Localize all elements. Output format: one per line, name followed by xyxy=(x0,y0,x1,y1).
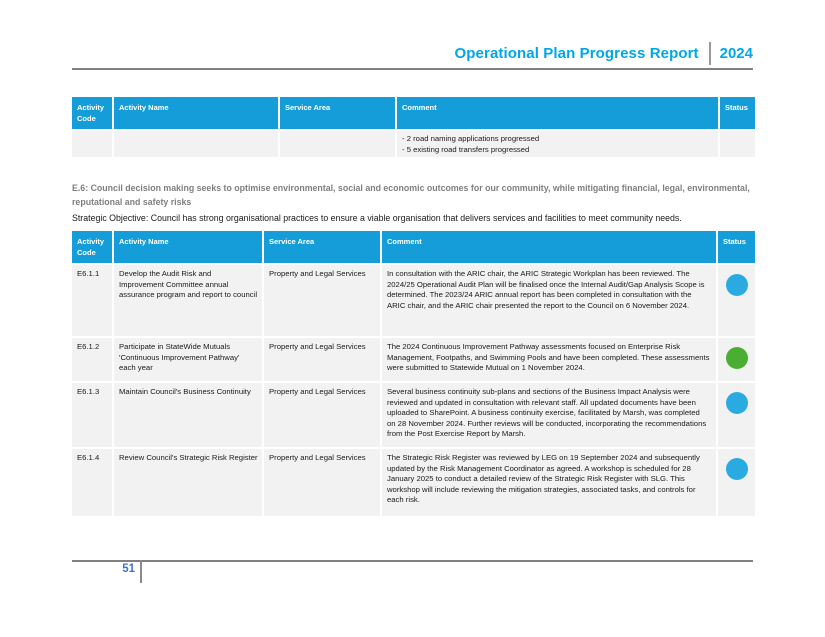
activity-code-cell: E6.1.2 xyxy=(77,342,100,351)
document-year: 2024 xyxy=(719,45,753,62)
comment-cell: In consultation with the ARIC chair, the ARIC Strategic Workplan has been reviewed. The 2024/25 Operational Audit Plan will be finalised once the Internal Audit/Gap Analysis Scope is determined. The 2023/24 ARIC annual report has been completed in consultation with the ARIC chair, and the ARIC chair presented the report to the Council on 6 November 2024. xyxy=(380,265,716,336)
page-number-divider xyxy=(140,560,142,583)
comment-line: - 2 road naming applications progressed xyxy=(402,134,540,143)
comment-cell: The Strategic Risk Register was reviewed by LEG on 19 September 2024 and subsequently updated by the Risk Management Coordinator as agreed. A workshop is scheduled for 28 January 2025 to conduct a detailed review of the Strategic Risk Register with SLG. This workshop will include reviewing the mitigation strategies, associated tasks, and controls for each risk. xyxy=(380,449,716,516)
status-indicator-icon xyxy=(726,392,748,414)
strategic-objective: Strategic Objective: Council has strong organisational practices to ensure a viable organisation that delivers services and facilities to meet community needs. xyxy=(72,213,682,223)
status-indicator-icon xyxy=(726,274,748,296)
title-divider xyxy=(709,42,711,65)
comment-cell: The 2024 Continuous Improvement Pathway assessments focused on Enterprise Risk Management, Footpaths, and Swimming Pools and have been completed. These assessments were submitted to Statewide Mutual on 1 November 2024. xyxy=(380,338,716,381)
activity-name-cell: Review Council's Strategic Risk Register xyxy=(112,449,262,516)
document-header xyxy=(72,42,753,65)
activity-name-cell: Develop the Audit Risk and Improvement Committee annual assurance program and report to council xyxy=(112,265,262,336)
table-row xyxy=(72,449,755,516)
activity-name-cell: Maintain Council's Business Continuity xyxy=(112,383,262,447)
footer-rule xyxy=(72,560,753,562)
page-number: 51 xyxy=(122,563,135,575)
table-header-row xyxy=(72,97,755,129)
column-header-comment: Comment xyxy=(395,97,718,129)
service-area-cell: Property and Legal Services xyxy=(262,383,380,447)
service-area-cell: Property and Legal Services xyxy=(262,338,380,381)
comment-line: - 5 existing road transfers progressed xyxy=(402,144,530,154)
status-indicator-icon xyxy=(726,347,748,369)
activity-name-cell: Participate in StateWide Mutuals 'Continuous Improvement Pathway' each year xyxy=(112,338,262,381)
service-area-cell xyxy=(278,131,395,157)
activity-code-cell: E6.1.3 xyxy=(77,387,100,396)
comment-cell: Several business continuity sub-plans and sections of the Business Impact Analysis were reviewed and updated in consultation with relevant staff. All updated documents have been uploaded to SharePoint. A business continuity exercise, facilitated by Marsh, was completed on 28 November 2024. Further reviews will be conducted, incorporating the recommendations from the Post Exercise Report by Marsh. xyxy=(380,383,716,447)
activity-code-cell: E6.1.1 xyxy=(77,269,100,278)
table-row xyxy=(72,131,755,157)
status-indicator-icon xyxy=(726,458,748,480)
column-header-status: Status xyxy=(716,231,755,263)
table-header-row xyxy=(72,231,755,263)
status-cell xyxy=(718,131,755,157)
activity-name-cell xyxy=(112,131,278,157)
status-cell xyxy=(716,338,755,381)
table-row xyxy=(72,383,755,447)
activity-code-cell xyxy=(72,131,112,157)
document-title: Operational Plan Progress Report xyxy=(454,45,699,62)
status-cell xyxy=(716,265,755,336)
activity-code-cell: E6.1.4 xyxy=(77,453,100,462)
column-header-activity-code: Activity Code xyxy=(72,231,112,263)
column-header-status: Status xyxy=(718,97,755,129)
status-cell xyxy=(716,383,755,447)
activity-progress-table xyxy=(72,231,755,516)
column-header-service-area: Service Area xyxy=(262,231,380,263)
column-header-activity-code: Activity Code xyxy=(72,97,112,129)
continuation-table xyxy=(72,97,755,157)
column-header-comment: Comment xyxy=(380,231,716,263)
status-cell xyxy=(716,449,755,516)
section-heading: E.6: Council decision making seeks to optimise environmental, social and economic outcomes for our community, while mitigating financial, legal, environmental, reputational and safety risks xyxy=(72,183,750,207)
header-rule xyxy=(72,68,753,70)
service-area-cell: Property and Legal Services xyxy=(262,265,380,336)
column-header-service-area: Service Area xyxy=(278,97,395,129)
service-area-cell: Property and Legal Services xyxy=(262,449,380,516)
column-header-activity-name: Activity Name xyxy=(112,97,278,129)
column-header-activity-name: Activity Name xyxy=(112,231,262,263)
table-row xyxy=(72,338,755,381)
table-row xyxy=(72,265,755,336)
comment-cell xyxy=(395,131,718,157)
